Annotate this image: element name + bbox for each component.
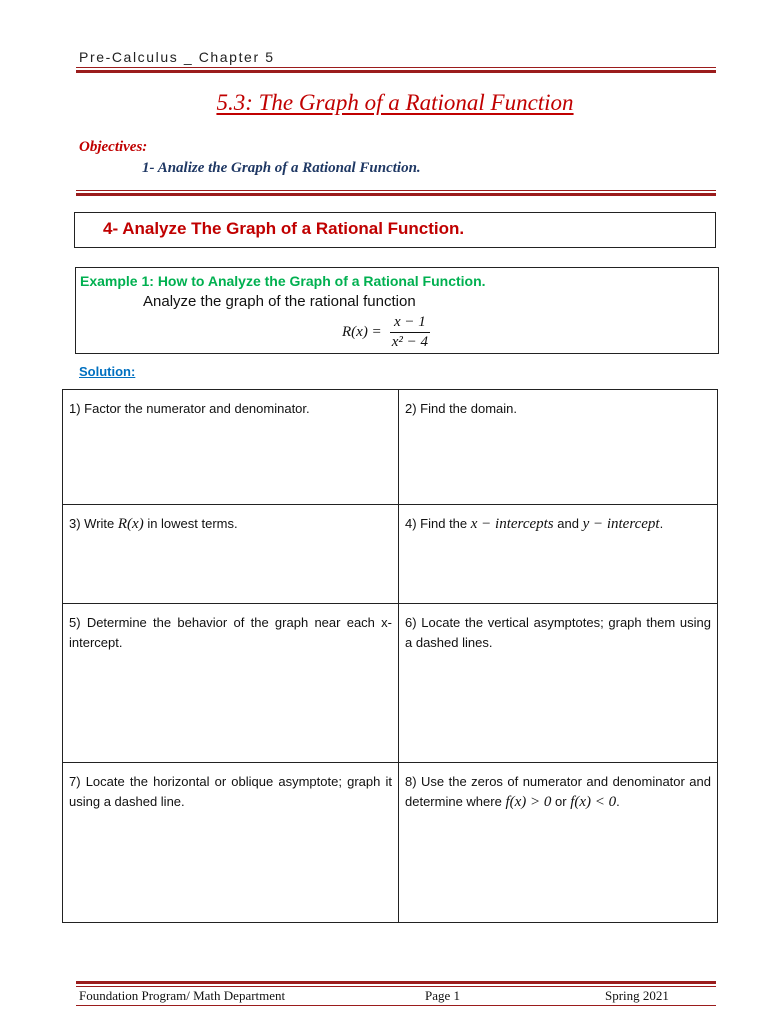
step-6-text: 6) Locate the vertical asymptotes; graph them using a dashed lines. [405,615,711,650]
step-8-math-neg: f(x) < 0 [570,794,617,810]
step-4-mid: and [553,516,583,531]
step-3-pre: 3) Write [69,516,118,531]
step-3-math: R(x) [117,516,144,532]
step-5-text: 5) Determine the behavior of the graph near each x-intercept. [69,615,392,650]
formula-fraction [388,314,432,351]
step-2-text: 2) Find the domain. [405,401,518,416]
formula-numerator: x − 1 [390,314,430,333]
objectives-divider-thick [76,193,716,196]
objectives-label: Objectives: [79,139,148,155]
table-row [63,763,718,923]
step-1-text: 1) Factor the numerator and denominator. [69,401,310,416]
table-row [63,505,718,604]
step-7-text: 7) Locate the horizontal or oblique asymptote; graph it using a dashed line. [69,774,392,809]
step-4-pre: 4) Find the [405,516,471,531]
formula-denominator: x² − 4 [391,334,428,350]
step-8-post: . [616,794,620,809]
step-8-math-pos: f(x) > 0 [505,794,552,810]
footer-bottom-line [76,1005,716,1006]
step-cell-2 [399,390,718,505]
steps-table [62,389,718,923]
header-divider-thick [76,70,716,73]
footer-department: Foundation Program/ Math Department [79,988,286,1003]
page-title: 5.3: The Graph of a Rational Function [216,90,574,115]
table-row [63,390,718,505]
example-text: Analyze the graph of the rational function [143,293,416,310]
table-row [63,604,718,763]
rational-function-formula [342,314,432,351]
objective-item: 1- Analize the Graph of a Rational Function. [142,160,421,176]
footer-term: Spring 2021 [605,988,669,1003]
footer-divider-thin [76,986,716,987]
step-4-post: . [659,516,664,531]
step-cell-6 [399,604,718,763]
course-header: Pre-Calculus _ Chapter 5 [79,49,275,65]
step-cell-5 [63,604,399,763]
step-4-math-x: x − intercepts [470,516,554,532]
section-title: 4- Analyze The Graph of a Rational Function. [103,219,465,238]
step-8-mid: or [551,794,571,809]
objectives-divider-thin [76,190,716,191]
step-8-pre: 8) Use the zeros of numerator and denominator and determine where [405,774,711,809]
formula-lhs: R(x) = [342,324,382,340]
solution-label: Solution: [79,364,136,379]
step-cell-1 [63,390,399,505]
footer-divider-thick [76,981,716,984]
step-cell-4 [399,505,718,604]
step-3-post: in lowest terms. [143,516,238,531]
step-cell-3 [63,505,399,604]
example-title: Example 1: How to Analyze the Graph of a Rational Function. [80,273,486,289]
footer-page-number: Page 1 [425,988,461,1003]
header-divider-thin [76,67,716,68]
step-4-math-y: y − intercept [582,516,660,532]
step-cell-7 [63,763,399,923]
step-cell-8 [399,763,718,923]
